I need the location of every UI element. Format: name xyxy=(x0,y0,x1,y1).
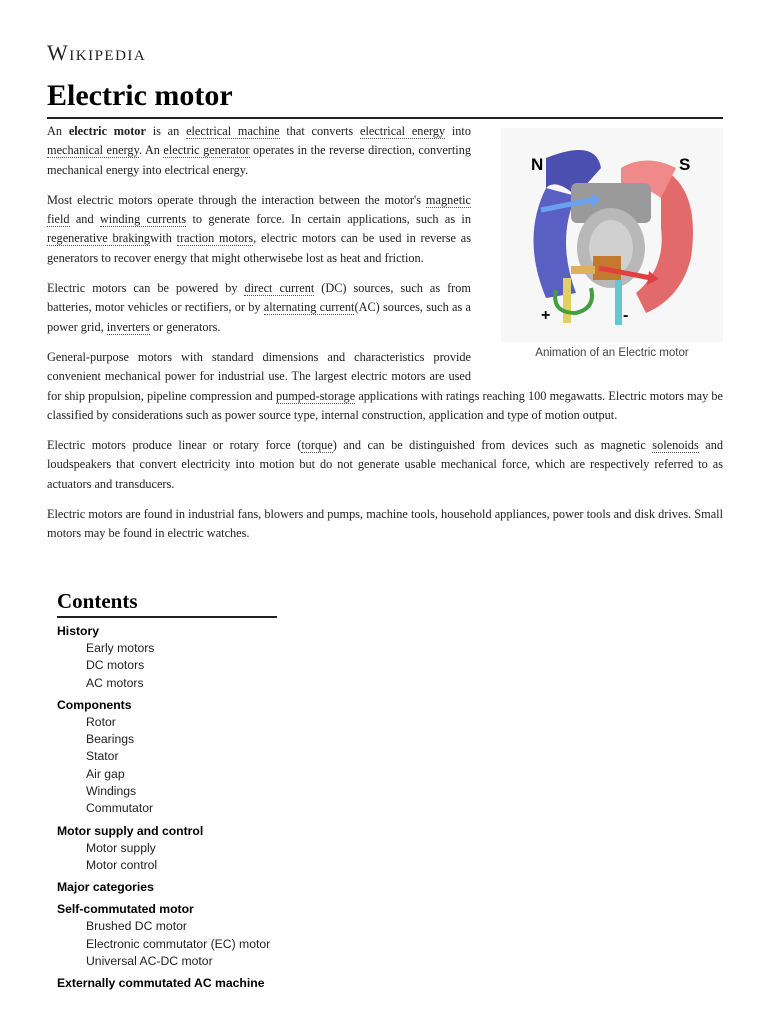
toc-link-components[interactable]: Components xyxy=(57,697,132,712)
text-run: Most electric motors operate through the interaction between the motor's xyxy=(47,192,426,207)
toc-sublist xyxy=(57,640,457,692)
motor-animation-image xyxy=(501,128,723,342)
link-mechanical-energy[interactable]: mechanical energy xyxy=(47,143,139,158)
page-title: Electric motor xyxy=(47,79,233,112)
table-of-contents xyxy=(57,588,457,992)
text-run: operates in the reverse direction, converting mechanical energy into electrical energy. xyxy=(47,143,471,177)
link-alternating-current[interactable]: alternating current xyxy=(263,300,355,315)
link-solenoids[interactable]: solenoids xyxy=(652,438,699,453)
figure-caption: Animation of an Electric motor xyxy=(535,347,689,359)
text-run: (DC) sources, such as from batteries, motor vehicles or rectifiers, or by xyxy=(47,281,471,315)
text-run: Electric motors are found in industrial fans, blowers and pumps, machine tools, household appliances, power tools and disk drives. Small motors may be found in electric watches. xyxy=(47,507,723,541)
motor-figure xyxy=(501,128,723,363)
text-run: and xyxy=(69,212,100,227)
toc-link-early-motors[interactable]: Early motors xyxy=(86,641,155,655)
toc-section xyxy=(57,879,457,896)
text-run: Electric motors produce linear or rotary force ( xyxy=(47,438,302,453)
toc-link-externally-commutated-ac-machine[interactable]: Externally commutated AC machine xyxy=(57,976,265,991)
toc-link-motor-supply-and-control[interactable]: Motor supply and control xyxy=(57,823,204,838)
toc-link-major-categories[interactable]: Major categories xyxy=(57,880,154,895)
link-electrical-energy[interactable]: electrical energy xyxy=(360,124,446,138)
link-electrical-machine[interactable]: electrical machine xyxy=(186,124,280,138)
toc-link-stator[interactable]: Stator xyxy=(86,749,119,764)
minus-terminal-label: - xyxy=(623,307,629,324)
text-run: ) and can be distinguished from devices such as magnetic xyxy=(332,438,653,453)
link-torque[interactable]: torque xyxy=(301,438,333,453)
link-pumped-storage[interactable]: pumped-storage xyxy=(275,388,356,403)
text-run: . An xyxy=(138,143,164,158)
toc-link-commutator[interactable]: Commutator xyxy=(86,801,154,816)
bold-term: electric motor xyxy=(68,124,146,138)
text-run: applications with ratings reaching 100 megawatts. Electric motors may be classified by considerations such as power source type, internal construction, application and type of motion output. xyxy=(47,388,724,422)
link-regenerative-braking[interactable]: regenerative braking xyxy=(47,231,151,246)
toc-link-universal-ac-dc-motor[interactable]: Universal AC-DC motor xyxy=(86,953,213,968)
toc-section xyxy=(57,697,457,818)
toc-heading: Contents xyxy=(57,588,277,618)
text-run: , electric motors can be used in reverse as generators to recover energy that might otherwisebe lost as heat and friction. xyxy=(47,231,471,265)
toc-link-motor-control[interactable]: Motor control xyxy=(86,857,158,872)
text-run: to generate force. In certain applications, such as in xyxy=(186,212,471,227)
text-run: or generators. xyxy=(149,319,221,334)
toc-sublist xyxy=(57,714,457,818)
text-run: and loudspeakers that convert electricity into motion but do not generate usable mechanical force, which are respectively referred to as actuators and transducers. xyxy=(47,438,723,491)
toc-link-ac-motors[interactable]: AC motors xyxy=(86,675,144,690)
toc-sublist xyxy=(57,918,457,970)
toc-link-bearings[interactable]: Bearings xyxy=(86,732,135,747)
text-run: is an xyxy=(145,124,187,138)
toc-link-brushed-dc-motor[interactable]: Brushed DC motor xyxy=(86,919,187,934)
title-divider xyxy=(47,117,723,119)
toc-sublist xyxy=(57,840,457,875)
text-run: with xyxy=(150,231,177,246)
link-electric-generator[interactable]: electric generator xyxy=(163,143,250,158)
toc-link-rotor[interactable]: Rotor xyxy=(86,714,116,729)
south-pole-label: S xyxy=(679,155,691,174)
toc-section xyxy=(57,975,457,992)
article-body xyxy=(47,122,723,555)
text-run: An xyxy=(47,124,69,138)
toc-link-dc-motors[interactable]: DC motors xyxy=(86,658,145,673)
paragraph-uses xyxy=(47,505,723,544)
toc-section xyxy=(57,623,457,692)
link-magnetic-field[interactable]: magnetic field xyxy=(47,192,471,227)
toc-link-windings[interactable]: Windings xyxy=(86,784,137,799)
link-traction-motors[interactable]: traction motors xyxy=(176,231,254,246)
link-inverters[interactable]: inverters xyxy=(106,319,150,334)
toc-section xyxy=(57,901,457,970)
toc-list xyxy=(57,623,457,992)
link-winding-currents[interactable]: winding currents xyxy=(99,212,187,227)
text-run: into xyxy=(445,124,471,138)
toc-link-motor-supply[interactable]: Motor supply xyxy=(86,840,156,855)
toc-section xyxy=(57,823,457,875)
north-pole-label: N xyxy=(531,155,544,174)
text-run: (AC) sources, such as a power grid, xyxy=(47,300,471,334)
toc-link-air-gap[interactable]: Air gap xyxy=(86,766,125,781)
wikipedia-wordmark[interactable]: Wikipedia xyxy=(47,40,147,65)
text-run: Electric motors can be powered by xyxy=(47,281,245,296)
plus-terminal-label: + xyxy=(541,307,551,324)
link-direct-current[interactable]: direct current xyxy=(244,281,315,296)
paragraph-force xyxy=(47,436,723,494)
toc-link-electronic-commutator-ec-motor[interactable]: Electronic commutator (EC) motor xyxy=(86,936,271,951)
toc-link-history[interactable]: History xyxy=(57,624,99,638)
text-run: General-purpose motors with standard dimensions and characteristics provide convenient mechanical power for industrial use. The largest electric motors are used for ship propulsion, pipeline compression and xyxy=(47,349,471,403)
toc-link-self-commutated-motor[interactable]: Self-commutated motor xyxy=(57,902,194,917)
text-run: that converts xyxy=(279,124,360,138)
